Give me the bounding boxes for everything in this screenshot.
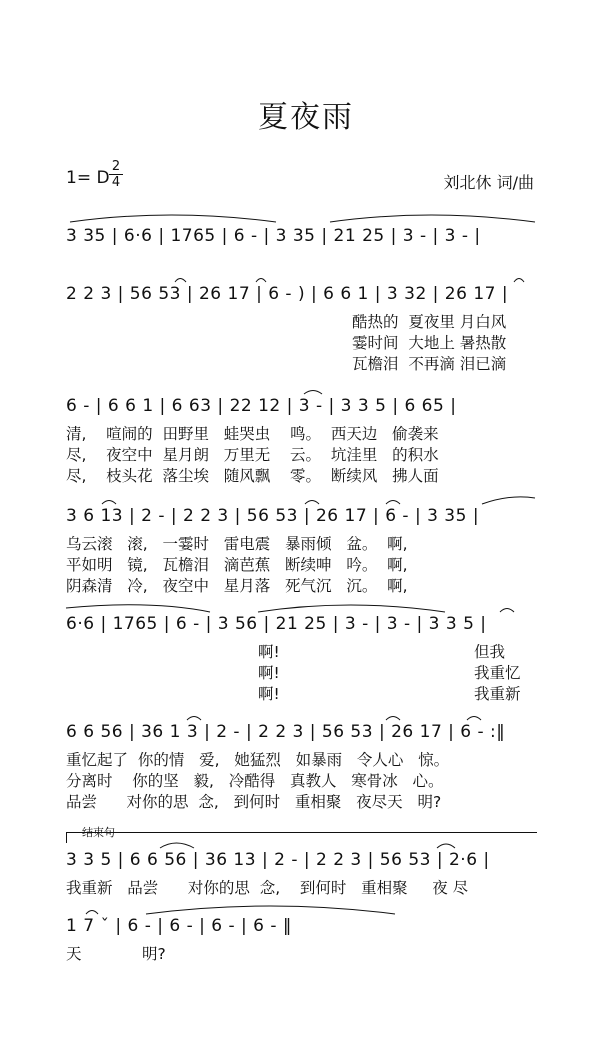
lyric-verse-2: 啊!: [258, 664, 280, 682]
ending-label: 结束句: [82, 826, 115, 839]
key-signature: 1= D: [66, 168, 110, 188]
lyric-verse-2: 分离时 你的坚 毅, 冷酷得 真教人 寒骨冰 心。: [66, 772, 444, 790]
staff-line-1: 3 35 | 6·6 | 1765 | 6 - | 3 35 | 21 25 | 3 - | 3 - |: [66, 226, 481, 246]
staff-line-4: 3 6 13 | 2 - | 2 2 3 | 56 53 | 26 17 | 6 - | 3 35 |: [66, 506, 480, 526]
lyric-verse-1: 乌云滚 滚, 一霎时 雷电震 暴雨倾 盆。 啊,: [66, 535, 408, 553]
lyric-verse-2: 尽, 夜空中 星月朗 万里无 云。 坑洼里 的积水: [66, 446, 439, 464]
lyric-verse-2: 霎时间 大地上 暑热散: [352, 334, 507, 352]
lyric-verse-3: 尽, 枝头花 落尘埃 随风飘 零。 断续风 拂人面: [66, 467, 439, 485]
lyric-verse-1: 啊!: [258, 643, 280, 661]
lyric-verse-1: 酷热的 夏夜里 月白风: [352, 313, 507, 331]
song-title: 夏夜雨: [258, 100, 354, 135]
staff-line-7: 3 3 5 | 6 6 56 | 36 13 | 2 - | 2 2 3 | 56 53 | 2·6 |: [66, 850, 490, 870]
staff-line-3: 6 - | 6 6 1 | 6 63 | 22 12 | 3 - | 3 3 5 | 6 65 |: [66, 396, 457, 416]
lyric-verse-1: 清, 喧闹的 田野里 蛙哭虫 鸣。 西天边 偷袭来: [66, 425, 439, 443]
time-signature-bottom: 4: [111, 175, 121, 190]
lyric-verse-2: 平如明 镜, 瓦檐泪 滴芭蕉 断续呻 吟。 啊,: [66, 556, 408, 574]
lyric-verse-2: 我重忆: [474, 664, 521, 682]
staff-line-5: 6·6 | 1765 | 6 - | 3 56 | 21 25 | 3 - | 3 - | 3 3 5 |: [66, 614, 487, 634]
lyric-verse-1: 重忆起了 你的情 爱, 她猛烈 如暴雨 令人心 惊。: [66, 751, 450, 769]
lyric-verse-3: 啊!: [258, 685, 280, 703]
lyric-verse-3: 品尝 对你的思 念, 到何时 重相聚 夜尽天 明?: [66, 793, 442, 811]
lyric-verse-1: 但我: [474, 643, 506, 661]
author-credit: 刘北休 词/曲: [443, 173, 534, 192]
lyric-verse-3: 我重新: [474, 685, 521, 703]
staff-line-6: 6 6 56 | 36 1 3 | 2 - | 2 2 3 | 56 53 | 26 17 | 6 - :‖: [66, 722, 506, 742]
staff-line-8: 1 7 ˇ | 6 - | 6 - | 6 - | 6 - ‖: [66, 916, 292, 936]
lyric-verse-3: 阴森清 冷, 夜空中 星月落 死气沉 沉。 啊,: [66, 577, 408, 595]
staff-line-2: 2 2 3 | 56 53 | 26 17 | 6 - ) | 6 6 1 | 3 32 | 26 17 |: [66, 284, 509, 304]
lyric-ending: 明?: [142, 945, 166, 963]
lyric-verse-3: 瓦檐泪 不再滴 泪已滴: [352, 355, 507, 373]
lyric-ending: 天: [66, 945, 82, 963]
lyric-ending: 我重新 品尝 对你的思 念, 到何时 重相聚 夜 尽: [66, 879, 469, 897]
time-signature-top: 2: [111, 159, 121, 174]
